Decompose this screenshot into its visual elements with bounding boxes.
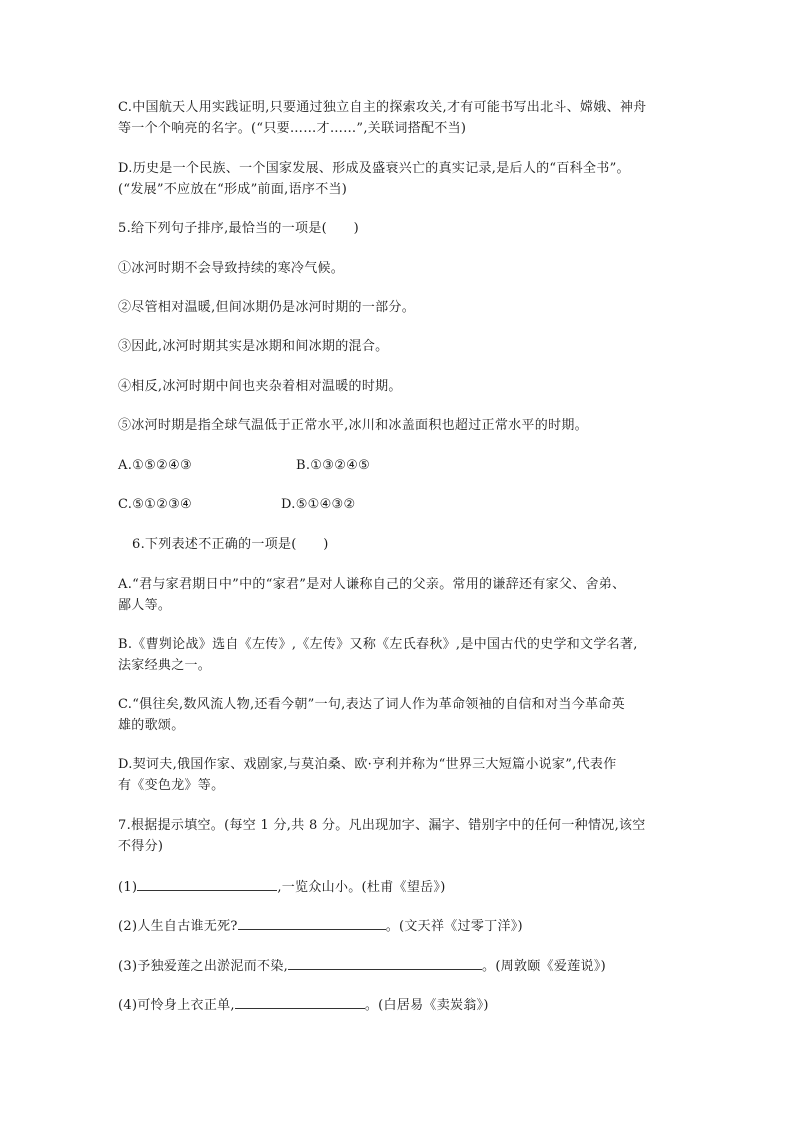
question-6-stem: 6.下列表述不正确的一项是( ) <box>132 537 329 552</box>
q5-option-d: D.⑤①④③② <box>281 497 356 512</box>
q5-option-b: B.①③②④⑤ <box>296 458 371 473</box>
fill-4-suffix: 。(白居易《卖炭翁》) <box>364 998 489 1013</box>
q5-options-row1 <box>118 455 678 476</box>
fill-3-suffix: 。(周敦颐《爱莲说》) <box>482 959 606 974</box>
question-5-stem: 5.给下列句子排序,最恰当的一项是( ) <box>118 221 359 236</box>
fill-1-suffix: ,一览众山小。(杜甫《望岳》) <box>277 880 446 895</box>
sentence-5: ⑤冰河时期是指全球气温低于正常水平,冰川和冰盖面积也超过正常水平的时期。 <box>118 418 588 433</box>
option-c-line1: C.中国航天人用实践证明,只要通过独立自主的探索攻关,才有可能书写出北斗、嫦娥、神舟 <box>118 100 647 115</box>
q6-option-b-line1: B.《曹刿论战》选自《左传》,《左传》又称《左氏春秋》,是中国古代的史学和文学名著, <box>118 637 638 652</box>
fill-1-blank[interactable] <box>137 876 277 891</box>
question-7-stem-line2: 不得分) <box>118 839 164 854</box>
q6-option-a-line1: A.“君与家君期日中”中的“家君”是对人谦称自己的父亲。常用的谦辞还有家父、舍弟、 <box>118 577 626 592</box>
option-c-line2: 等一个个响亮的名字。(“只要……才……”,关联词搭配不当) <box>118 121 467 136</box>
option-d-line2: (“发展”不应放在“形成”前面,语序不当) <box>118 182 348 197</box>
q6-option-c-line2: 雄的歌颂。 <box>118 718 185 733</box>
sentence-1: ①冰河时期不会导致持续的寒冷气候。 <box>118 261 345 276</box>
fill-item-3 <box>118 955 678 977</box>
fill-item-2 <box>118 915 678 937</box>
q6-option-c-line1: C.“俱往矣,数风流人物,还看今朝”一句,表达了词人作为革命领袖的自信和对当今革命英 <box>118 697 625 712</box>
option-d-line1: D.历史是一个民族、一个国家发展、形成及盛衰兴亡的真实记录,是后人的“百科全书”。 <box>118 161 630 176</box>
q6-option-d-line1: D.契诃夫,俄国作家、戏剧家,与莫泊桑、欧·亨利并称为“世界三大短篇小说家”,代表作 <box>118 757 617 772</box>
fill-4-blank[interactable] <box>235 994 365 1009</box>
fill-item-1 <box>118 876 678 898</box>
q6-option-d-line2: 有《变色龙》等。 <box>118 778 225 793</box>
q5-options-row2 <box>118 494 678 515</box>
q6-option-a-line2: 鄙人等。 <box>118 598 172 613</box>
fill-2-blank[interactable] <box>238 915 386 930</box>
fill-1-prefix: (1) <box>118 880 138 895</box>
question-7-stem-line1: 7.根据提示填空。(每空 1 分,共 8 分。凡出现加字、漏字、错别字中的任何一种情况,该空 <box>118 818 646 833</box>
fill-3-blank[interactable] <box>288 955 482 970</box>
q5-option-a: A.①⑤②④③ <box>118 458 192 473</box>
fill-item-4 <box>118 994 678 1016</box>
fill-2-prefix: (2)人生自古谁无死? <box>118 919 238 934</box>
q6-option-b-line2: 法家经典之一。 <box>118 658 212 673</box>
sentence-3: ③因此,冰河时期其实是冰期和间冰期的混合。 <box>118 339 389 354</box>
q5-option-c: C.⑤①②③④ <box>118 497 192 512</box>
sentence-4: ④相反,冰河时期中间也夹杂着相对温暖的时期。 <box>118 379 402 394</box>
fill-4-prefix: (4)可怜身上衣正单, <box>118 998 235 1013</box>
fill-2-suffix: 。(文天祥《过零丁洋》) <box>385 919 523 934</box>
sentence-2: ②尽管相对温暖,但间冰期仍是冰河时期的一部分。 <box>118 300 416 315</box>
fill-3-prefix: (3)予独爱莲之出淤泥而不染, <box>118 959 289 974</box>
